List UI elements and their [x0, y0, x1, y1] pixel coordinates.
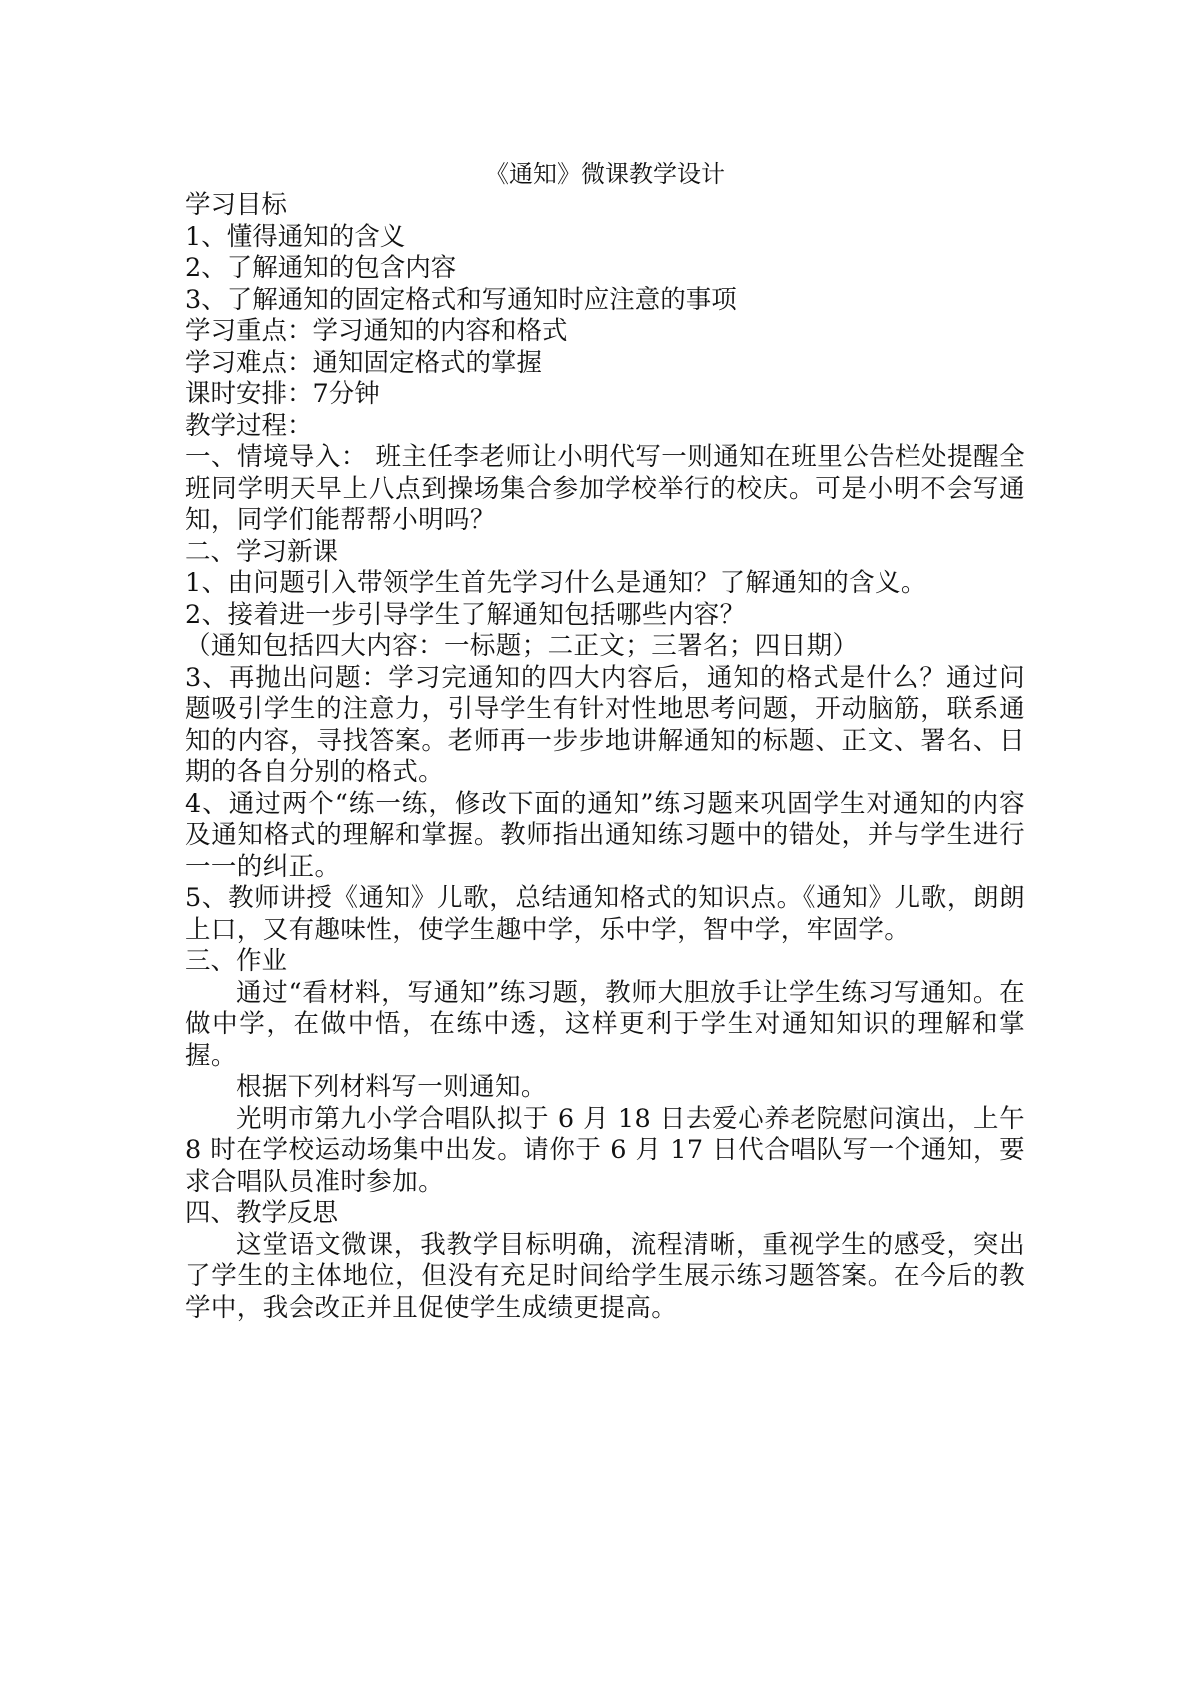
- objective-item: 2、了解通知的包含内容: [185, 253, 457, 283]
- homework-paragraph: 根据下列材料写一则通知。: [236, 1072, 547, 1102]
- document-title: 《通知》微课教学设计: [485, 160, 725, 188]
- homework-paragraph: 通过“看材料，写通知”练习题，教师大胆放手让学生练习写通知。在做中学，在做中悟，在练中透，这样更利于学生对通知知识的理解和掌握。: [185, 977, 1025, 1071]
- document-page: [185, 158, 1025, 1324]
- lesson-step: 1、由问题引入带领学生首先学习什么是通知？了解通知的含义。: [185, 568, 927, 598]
- objective-item: 1、懂得通知的含义: [185, 221, 406, 252]
- difficulty: 学习难点：通知固定格式的掌握: [185, 347, 543, 378]
- section-new-lesson-heading: 二、学习新课: [185, 536, 339, 567]
- objective-item: 3、了解通知的固定格式和写通知时应注意的事项: [185, 284, 737, 315]
- section-intro: 一、情境导入： 班主任李老师让小明代写一则通知在班里公告栏处提醒全班同学明天早上八点到操场集合参加学校举行的校庆。可是小明不会写通知，同学们能帮帮小明吗？: [185, 442, 1025, 535]
- objectives-heading: 学习目标: [185, 190, 288, 220]
- lesson-step: 2、接着进一步引导学生了解通知包括哪些内容？: [185, 599, 746, 630]
- homework-paragraph: 光明市第九小学合唱队拟于 6 月 18 日去爱心养老院慰问演出，上午 8 时在学校运动场集中出发。请你于 6 月 17 日代合唱队写一个通知，要求合唱队员准时参加。: [185, 1103, 1025, 1197]
- schedule: 课时安排：7分钟: [185, 379, 380, 409]
- lesson-step-note: （通知包括四大内容：一标题；二正文；三署名；四日期）: [185, 631, 859, 661]
- lesson-step: 4、通过两个“练一练，修改下面的通知”练习题来巩固学生对通知的内容及通知格式的理解和掌握。教师指出通知练习题中的错处，并与学生进行一一的纠正。: [185, 788, 1025, 882]
- reflection-paragraph: 这堂语文微课，我教学目标明确，流程清晰，重视学生的感受，突出了学生的主体地位，但没有充足时间给学生展示练习题答案。在今后的教学中，我会改正并且促使学生成绩更提高。: [185, 1229, 1025, 1323]
- lesson-step: 3、再抛出问题：学习完通知的四大内容后，通知的格式是什么？通过问题吸引学生的注意力，引导学生有针对性地思考问题，开动脑筋，联系通知的内容，寻找答案。老师再一步步地讲解通知的标题、正文、署名、日期的各自分别的格式。: [185, 662, 1025, 787]
- lesson-step: 5、教师讲授《通知》儿歌，总结通知格式的知识点。《通知》儿歌，朗朗上口，又有趣味性，使学生趣中学，乐中学，智中学，牢固学。: [185, 883, 1025, 945]
- process-heading: 教学过程：: [185, 410, 313, 441]
- key-point: 学习重点：学习通知的内容和格式: [185, 316, 568, 346]
- section-reflection-heading: 四、教学反思: [185, 1198, 339, 1228]
- section-homework-heading: 三、作业: [185, 946, 288, 976]
